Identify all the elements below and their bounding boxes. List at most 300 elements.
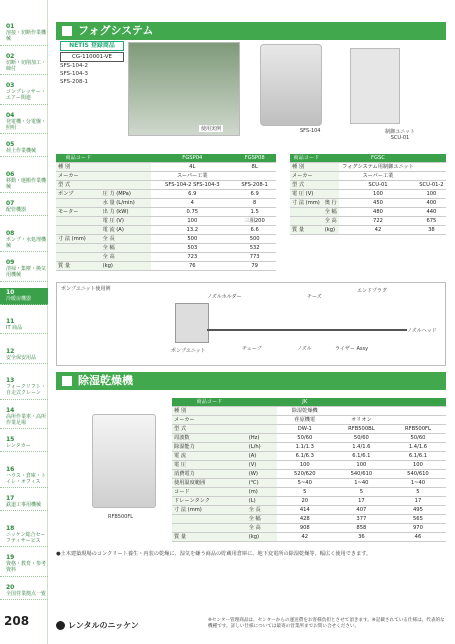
table-cell: 三相200 xyxy=(233,217,276,226)
table-cell: 4L xyxy=(151,163,233,172)
table-cell xyxy=(247,398,277,407)
table-cell xyxy=(101,163,152,172)
table-row xyxy=(172,524,446,533)
sidebar-item-17[interactable] xyxy=(0,494,48,511)
table-cell: 質 量 xyxy=(56,262,101,271)
table-row xyxy=(56,217,276,226)
table-cell xyxy=(390,398,446,407)
sidebar-item-number: 09 xyxy=(6,259,15,266)
table-cell: 6.9 xyxy=(233,190,276,199)
table-cell xyxy=(290,208,323,217)
sidebar-item-01[interactable] xyxy=(0,22,48,46)
table-cell: 414 xyxy=(277,506,333,515)
table-cell xyxy=(390,416,446,425)
table-row xyxy=(172,407,446,416)
table-cell: 圧 力 (MPa) xyxy=(101,190,152,199)
table-cell xyxy=(390,407,446,416)
logo-mark-icon xyxy=(56,621,65,630)
sidebar-item-16[interactable] xyxy=(0,465,48,489)
table-cell xyxy=(247,416,277,425)
model-item: SFS-104-2 xyxy=(60,63,89,69)
table-cell: FGSC xyxy=(339,154,417,163)
table-cell xyxy=(323,154,339,163)
netis-box xyxy=(60,41,124,86)
table-cell: 商品コード xyxy=(56,154,101,163)
table-cell: 周波数 xyxy=(172,434,247,443)
table-cell: (m) xyxy=(247,488,277,497)
table-cell: 全 長 xyxy=(247,506,277,515)
table-cell: 450 xyxy=(339,199,417,208)
table-row xyxy=(172,425,446,434)
table-cell xyxy=(417,154,446,163)
table-row xyxy=(290,208,446,217)
table-cell: 使用温度範囲 xyxy=(172,479,247,488)
table-cell: 100 xyxy=(339,190,417,199)
table-cell: FGSP08 xyxy=(233,154,276,163)
tube-line xyxy=(207,329,407,331)
sidebar-item-label: コンプレッサー・エアー関連 xyxy=(6,89,46,102)
sidebar-item-03[interactable] xyxy=(0,81,48,105)
control-spec-table xyxy=(290,154,446,235)
table-cell: (W) xyxy=(247,470,277,479)
sidebar-item-label: 切断・切削加工・締付 xyxy=(6,59,47,72)
table-row xyxy=(56,190,276,199)
sidebar-item-label: 清掃・集塵・換気用機械 xyxy=(6,266,47,279)
table-cell: 480 xyxy=(339,208,417,217)
sidebar-item-18[interactable] xyxy=(0,524,48,548)
table-cell: (kg) xyxy=(101,262,152,271)
model-item: SFS-104-3 xyxy=(60,71,89,77)
diagram-label: ポンプユニット xyxy=(171,348,206,354)
sidebar-item-number: 20 xyxy=(6,583,15,591)
table-row xyxy=(172,470,446,479)
sidebar-item-number: 03 xyxy=(6,82,15,89)
company-logo xyxy=(56,620,139,631)
table-cell: 5 xyxy=(333,488,390,497)
table-cell xyxy=(323,163,339,172)
sidebar-item-13[interactable] xyxy=(0,376,48,400)
sidebar-item-label: 高所作業車・高所作業足場 xyxy=(6,413,47,426)
diagram-label: ライザー Assy xyxy=(335,346,369,352)
table-row xyxy=(56,235,276,244)
sidebar-item-label: 移動・運搬作業機械 xyxy=(6,177,47,190)
fog-photo xyxy=(128,42,240,136)
table-cell: 540/610 xyxy=(390,470,446,479)
table-cell: 8 xyxy=(233,199,276,208)
sidebar-item-number: 15 xyxy=(6,436,15,443)
table-cell xyxy=(101,154,152,163)
table-cell: スーパー工業 xyxy=(339,172,417,181)
table-cell: 50/60 xyxy=(390,434,446,443)
table-cell: 電 圧 (V) xyxy=(290,190,323,199)
table-cell: メーカー xyxy=(172,416,247,425)
table-cell: 電 圧 (V) xyxy=(101,217,152,226)
table-cell: 電 流 xyxy=(172,452,247,461)
table-cell: 407 xyxy=(333,506,390,515)
table-cell: 17 xyxy=(390,497,446,506)
table-cell: JK xyxy=(277,398,333,407)
sidebar-item-04[interactable] xyxy=(0,111,48,135)
table-cell: RFB500BL xyxy=(333,425,390,434)
diagram-label: チューブ xyxy=(242,346,262,352)
sidebar-item-number: 19 xyxy=(6,554,15,561)
table-cell: 電 圧 xyxy=(172,461,247,470)
table-cell: 17 xyxy=(333,497,390,506)
table-cell: 質 量 xyxy=(290,226,323,235)
table-cell: 46 xyxy=(390,533,446,542)
diagram-label: チーズ xyxy=(307,294,322,300)
table-row xyxy=(290,181,446,190)
table-cell: 503 xyxy=(151,244,233,253)
table-row xyxy=(290,199,446,208)
diagram-label: ノズルヘッド xyxy=(407,328,437,334)
square-icon xyxy=(62,376,72,386)
table-cell: 428 xyxy=(277,515,333,524)
footer-note: ※センター管理商品は、センターからの運送費をお客様負担とさせて頂きます。※記載されている仕様は、代表的な機種です。詳しい仕様については最寄の営業所までお問い合せください。 xyxy=(208,618,445,629)
table-cell xyxy=(56,244,101,253)
sidebar-item-label: 資格・教育・参考資料 xyxy=(6,561,47,574)
table-cell: 500 xyxy=(233,235,276,244)
table-row xyxy=(56,199,276,208)
sidebar-item-number: 16 xyxy=(6,465,15,473)
table-cell: 全 高 xyxy=(323,217,339,226)
table-cell: 50/60 xyxy=(277,434,333,443)
sidebar-item-label: レンタカー xyxy=(6,443,31,450)
table-cell: 565 xyxy=(390,515,446,524)
table-cell: 全 幅 xyxy=(247,515,277,524)
table-row xyxy=(290,226,446,235)
table-cell: 5 xyxy=(277,488,333,497)
fog-section-title xyxy=(56,22,446,40)
table-row xyxy=(56,163,276,172)
table-cell: 377 xyxy=(333,515,390,524)
table-cell: (V) xyxy=(247,461,277,470)
table-row xyxy=(290,190,446,199)
fog-unit-image xyxy=(260,44,322,126)
table-cell: 1.4/1.6 xyxy=(390,443,446,452)
netis-title: NETIS 登録商品 xyxy=(60,41,124,51)
sidebar-item-label: フォークリフト・自走式クレーン xyxy=(6,384,46,397)
sidebar-item-19[interactable] xyxy=(0,553,48,577)
sidebar-item-number: 13 xyxy=(6,377,15,384)
table-cell: 寸 法 (mm) xyxy=(290,199,323,208)
table-cell: FGSP04 xyxy=(151,154,233,163)
table-cell: 水 量 (L/min) xyxy=(101,199,152,208)
table-cell xyxy=(172,524,247,533)
table-cell xyxy=(333,398,390,407)
sidebar-item-05[interactable] xyxy=(0,140,48,157)
sidebar-item-number: 18 xyxy=(6,524,15,532)
table-row xyxy=(56,181,276,190)
table-cell: (Hz) xyxy=(247,434,277,443)
table-cell: 寸 法 (mm) xyxy=(56,235,101,244)
table-cell: 440 xyxy=(417,208,446,217)
table-cell: 6.9 xyxy=(151,190,233,199)
table-row xyxy=(172,434,446,443)
table-cell: 1.1/1.3 xyxy=(277,443,333,452)
model-item: SFS-208-1 xyxy=(60,79,89,85)
table-cell: 495 xyxy=(390,506,446,515)
sidebar-item-number: 01 xyxy=(6,23,15,30)
pump-diagram xyxy=(56,282,446,366)
table-row xyxy=(56,208,276,217)
table-cell: 電 流 (A) xyxy=(101,226,152,235)
table-cell: (L/h) xyxy=(247,443,277,452)
sidebar-item-06[interactable] xyxy=(0,170,48,194)
table-cell: 100 xyxy=(390,461,446,470)
table-cell: 種 別 xyxy=(290,163,323,172)
fog-spec-table xyxy=(56,154,276,271)
sidebar-item-15[interactable] xyxy=(0,435,48,452)
table-cell: 38 xyxy=(417,226,446,235)
table-row xyxy=(56,262,276,271)
table-cell: 6.6 xyxy=(233,226,276,235)
sidebar-item-08[interactable] xyxy=(0,229,48,253)
sidebar-item-number: 05 xyxy=(6,141,15,148)
square-icon xyxy=(62,26,72,36)
table-cell: 型 式 xyxy=(290,181,323,190)
table-cell: 全 長 xyxy=(101,235,152,244)
table-cell: 100 xyxy=(151,217,233,226)
table-cell: DW-1 xyxy=(277,425,333,434)
sidebar-item-label: 全国営業拠点一覧 xyxy=(6,590,47,597)
sidebar-item-number: 08 xyxy=(6,229,15,237)
page-number: 208 xyxy=(4,614,30,628)
usage-note: ●土木建築現場のコンクリート養生・内装の乾燥に、湿気を嫌う商品の貯蔵用倉庫に、地下変電所の除湿乾燥等、幅広く使用できます。 xyxy=(56,551,372,557)
control-unit-image xyxy=(350,48,400,124)
table-row xyxy=(290,163,446,172)
table-cell: 除湿乾燥機 xyxy=(277,407,333,416)
table-cell: 722 xyxy=(339,217,417,226)
diagram-title: ポンプユニット使用例 xyxy=(61,286,111,292)
diagram-label: エンドプラグ xyxy=(357,288,387,294)
table-cell xyxy=(290,217,323,226)
table-cell: 奥 行 xyxy=(323,199,339,208)
table-cell xyxy=(56,226,101,235)
sidebar-item-14[interactable] xyxy=(0,406,48,430)
table-cell: 質 量 xyxy=(172,533,247,542)
table-cell: 675 xyxy=(417,217,446,226)
table-cell: 100 xyxy=(417,190,446,199)
table-cell: SFS-208-1 xyxy=(233,181,276,190)
sidebar-item-label: 安全保安用品 xyxy=(6,354,37,361)
table-cell: ポンプ xyxy=(56,190,101,199)
table-row xyxy=(172,515,446,524)
table-cell: SCU-01 xyxy=(339,181,417,190)
table-header-row xyxy=(172,398,446,407)
table-cell: 13.2 xyxy=(151,226,233,235)
table-row xyxy=(172,479,446,488)
sidebar-item-label: 溶接・切断作業機械 xyxy=(6,30,47,43)
table-cell: 全 幅 xyxy=(101,244,152,253)
dehum-spec-table xyxy=(172,398,446,542)
table-cell: 100 xyxy=(333,461,390,470)
table-cell: 858 xyxy=(333,524,390,533)
table-cell: コード xyxy=(172,488,247,497)
table-cell xyxy=(323,181,339,190)
sidebar-item-label: 荷上作業機械 xyxy=(6,148,37,155)
table-cell: 1~40 xyxy=(333,479,390,488)
table-cell: 42 xyxy=(339,226,417,235)
table-header-row xyxy=(290,154,446,163)
table-cell: 4 xyxy=(151,199,233,208)
dehumidifier-image xyxy=(92,414,156,508)
table-cell: 20 xyxy=(277,497,333,506)
pump-unit-drawing xyxy=(175,303,209,343)
table-cell xyxy=(56,217,101,226)
table-cell: フォグシステム用制御ユニット xyxy=(339,163,417,172)
sidebar-item-number: 02 xyxy=(6,52,15,60)
table-cell: RFB500FL xyxy=(390,425,446,434)
table-cell: 型 式 xyxy=(56,181,101,190)
sidebar-item-label: 鉄道工事用機械 xyxy=(6,502,42,509)
table-cell: 520/620 xyxy=(277,470,333,479)
table-cell: (kg) xyxy=(247,533,277,542)
table-cell: 723 xyxy=(151,253,233,262)
sidebar-item-09[interactable] xyxy=(0,258,48,282)
table-row xyxy=(172,443,446,452)
sidebar-item-number: 07 xyxy=(6,200,15,207)
table-cell: 種 別 xyxy=(172,407,247,416)
table-cell xyxy=(247,425,277,434)
diagram-label: ノズル xyxy=(297,346,312,352)
table-cell: 532 xyxy=(233,244,276,253)
table-cell: 970 xyxy=(390,524,446,533)
diagram-label: ノズルホルダー xyxy=(207,294,242,300)
table-cell: 6.1/6.1 xyxy=(390,452,446,461)
table-cell: 400 xyxy=(417,199,446,208)
table-cell xyxy=(247,407,277,416)
table-cell xyxy=(56,199,101,208)
table-cell xyxy=(172,515,247,524)
table-cell: 商品コード xyxy=(290,154,323,163)
table-cell: 76 xyxy=(151,262,233,271)
table-cell: (L) xyxy=(247,497,277,506)
sidebar-nav xyxy=(0,0,48,644)
table-cell: 種 別 xyxy=(56,163,101,172)
fog-title-text: フォグシステム xyxy=(78,24,154,37)
table-cell: 出 力 (kW) xyxy=(101,208,152,217)
table-row xyxy=(56,244,276,253)
table-row xyxy=(172,416,446,425)
table-cell: 1.5 xyxy=(233,208,276,217)
table-row xyxy=(56,226,276,235)
table-cell: 5~40 xyxy=(277,479,333,488)
table-cell: 1.4/1.6 xyxy=(333,443,390,452)
table-cell: 全 高 xyxy=(101,253,152,262)
sidebar-item-10[interactable] xyxy=(0,288,48,305)
sidebar-item-11[interactable] xyxy=(0,317,48,334)
table-row xyxy=(172,533,446,542)
table-cell: 8L xyxy=(233,163,276,172)
logo-text: レンタルのニッケン xyxy=(68,621,139,630)
unit-caption: SFS-104 xyxy=(300,128,321,134)
table-cell: 寸 法 (mm) xyxy=(172,506,247,515)
dehum-section-title xyxy=(56,372,446,390)
table-row xyxy=(56,172,276,181)
table-header-row xyxy=(56,154,276,163)
table-cell: 0.75 xyxy=(151,208,233,217)
table-cell: 908 xyxy=(277,524,333,533)
table-row xyxy=(56,253,276,262)
table-cell xyxy=(417,172,446,181)
table-cell xyxy=(101,181,152,190)
sidebar-item-02[interactable] xyxy=(0,52,48,76)
table-cell: モーター xyxy=(56,208,101,217)
table-cell: (kg) xyxy=(323,226,339,235)
table-cell: 全 高 xyxy=(247,524,277,533)
table-cell: (℃) xyxy=(247,479,277,488)
sidebar-item-number: 17 xyxy=(6,495,15,502)
sidebar-item-12[interactable] xyxy=(0,347,48,364)
table-cell: 36 xyxy=(333,533,390,542)
sidebar-item-20[interactable] xyxy=(0,583,48,600)
table-cell xyxy=(323,172,339,181)
sidebar-item-label: 配管機器 xyxy=(6,207,27,214)
sidebar-item-number: 14 xyxy=(6,406,15,414)
sidebar-item-label: 発電機・分電盤・照明 xyxy=(6,118,47,131)
table-cell: スーパー工業 xyxy=(151,172,233,181)
sidebar-item-label: ポンプ・水処理機械 xyxy=(6,236,47,249)
sidebar-item-number: 06 xyxy=(6,170,15,178)
table-cell: ドレーンタンク xyxy=(172,497,247,506)
sidebar-item-07[interactable] xyxy=(0,199,48,216)
sidebar-item-label: ニッケン総合セーフティサービス xyxy=(6,531,46,544)
table-row xyxy=(172,452,446,461)
photo-caption: 使用実例 xyxy=(201,126,222,132)
table-cell: 79 xyxy=(233,262,276,271)
table-cell: 除湿能力 xyxy=(172,443,247,452)
table-cell: 5 xyxy=(390,488,446,497)
sidebar-item-label: 冷暖房機器 xyxy=(6,295,32,302)
table-cell: SFS-104-2 SFS-104-3 xyxy=(151,181,233,190)
sidebar-item-label: ハウス・倉庫・トイレ・オフィス xyxy=(6,472,46,485)
table-cell: 500 xyxy=(151,235,233,244)
table-cell: SCU-01-2 xyxy=(417,181,446,190)
table-cell: (A) xyxy=(247,452,277,461)
table-cell: 540/610 xyxy=(333,470,390,479)
table-cell: オリオン xyxy=(333,416,390,425)
sidebar-item-number: 12 xyxy=(6,347,15,355)
table-cell xyxy=(417,163,446,172)
table-cell xyxy=(101,172,152,181)
table-row xyxy=(172,506,446,515)
sidebar-item-label: IT 商品 xyxy=(6,325,23,332)
table-row xyxy=(290,217,446,226)
table-cell: 荏原機電 xyxy=(277,416,333,425)
sidebar-item-number: 11 xyxy=(6,318,15,325)
control-caption: 制御ユニット SCU-01 xyxy=(385,129,415,141)
table-cell: メーカー xyxy=(56,172,101,181)
table-cell xyxy=(233,172,276,181)
table-cell: メーカー xyxy=(290,172,323,181)
table-cell: 1~40 xyxy=(390,479,446,488)
table-cell: 773 xyxy=(233,253,276,262)
table-cell: 全 幅 xyxy=(323,208,339,217)
table-row xyxy=(290,172,446,181)
table-cell: 消費電力 xyxy=(172,470,247,479)
table-cell: 50/60 xyxy=(333,434,390,443)
table-row xyxy=(172,497,446,506)
table-cell xyxy=(56,253,101,262)
sidebar-item-number: 10 xyxy=(6,288,15,296)
table-row xyxy=(172,461,446,470)
table-cell: 6.1/6.3 xyxy=(277,452,333,461)
table-cell: 6.1/6.1 xyxy=(333,452,390,461)
table-cell xyxy=(323,190,339,199)
netis-code: CG-110001-VE xyxy=(60,52,124,62)
table-cell: 42 xyxy=(277,533,333,542)
